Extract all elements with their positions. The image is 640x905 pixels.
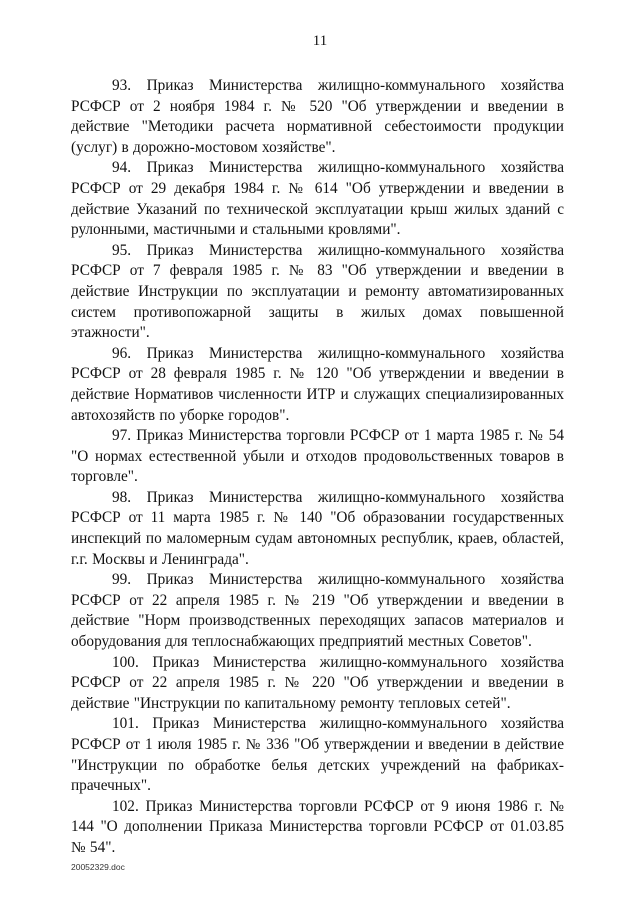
list-item-97: 97. Приказ Министерства торговли РСФСР от 1 марта 1985 г. № 54 "О нормах естественной убыли и отходов продовольственных товаров в торговле". [71,427,564,486]
list-item-96: 96. Приказ Министерства жилищно-коммунального хозяйства РСФСР от 28 февраля 1985 г. № 120 "Об утверждении и введении в действие Нормативов численности ИТР и служащих специализированных автохозяйств по уборке городов". [71,344,564,424]
list-item-95: 95. Приказ Министерства жилищно-коммунального хозяйства РСФСР от 7 февраля 1985 г. № 83 "Об утверждении и введении в действие Инструкции по эксплуатации и ремонту автоматизированных систем противопожарной защиты в жилых домах повышенной этажности". [71,241,564,342]
list-item-102: 102. Приказ Министерства торговли РСФСР от 9 июня 1986 г. № 144 "О дополнении Приказа Министерства торговли РСФСР от 01.03.85 № 54". [71,797,564,856]
list-item-94: 94. Приказ Министерства жилищно-коммунального хозяйства РСФСР от 29 декабря 1984 г. № 614 "Об утверждении и введении в действие Указаний по технической эксплуатации крыш жилых зданий с рулонными, мастичными и стальными кровлями". [71,159,564,239]
list-item-99: 99. Приказ Министерства жилищно-коммунального хозяйства РСФСР от 22 апреля 1985 г. № 219 "Об утверждении и введении в действие "Норм производственных переходящих запасов материалов и оборудования для теплоснабжающих предприятий местных Советов". [71,571,564,651]
list-item-98: 98. Приказ Министерства жилищно-коммунального хозяйства РСФСР от 11 марта 1985 г. № 140 "Об образовании государственных инспекций по маломерным судам автономных республик, краев, областей, г.г. Москвы и Ленинграда". [71,488,564,568]
page-number: 11 [312,33,328,49]
list-item-93: 93. Приказ Министерства жилищно-коммунального хозяйства РСФСР от 2 ноября 1984 г. № 520 "Об утверждении и введении в действие "Методики расчета нормативной себестоимости продукции (услуг) в дорожно-мостовом хозяйстве". [71,77,564,156]
list-item-101: 101. Приказ Министерства жилищно-коммунального хозяйства РСФСР от 1 июля 1985 г. № 336 "Об утверждении и введении в действие "Инструкции по обработке белья детских учреждений на фабриках-прачечных". [71,715,564,795]
document-filename: 20052329.doc [71,862,125,872]
document-body [71,76,564,859]
list-item-100: 100. Приказ Министерства жилищно-коммунального хозяйства РСФСР от 22 апреля 1985 г. № 220 "Об утверждении и введении в действие "Инструкции по капитальному ремонту тепловых сетей". [71,653,564,712]
